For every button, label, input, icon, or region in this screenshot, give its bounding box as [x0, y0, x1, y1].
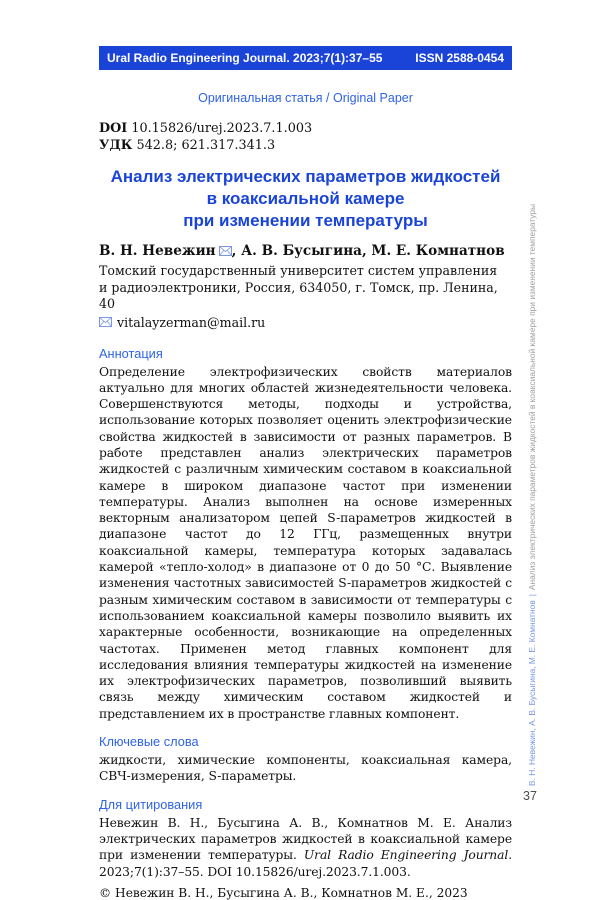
- sidebar-separator: |: [527, 594, 537, 597]
- keywords-text: жидкости, химические компоненты, коаксиальная камера, СВЧ-измерения, S-параметры.: [99, 753, 512, 784]
- email-row: [99, 315, 512, 330]
- article-column: [99, 46, 512, 900]
- article-type-label: Оригинальная статья / Original Paper: [198, 91, 413, 105]
- issn-label: ISSN 2588-0454: [415, 51, 504, 65]
- udk-label: УДК: [99, 138, 133, 153]
- keywords-heading: Ключевые слова: [99, 734, 199, 750]
- affiliation: Томский государственный университет систем управления и радиоэлектроники, Россия, 634050, г. Томск, пр. Ленина, 40: [99, 263, 498, 311]
- authors-rest: , А. В. Бусыгина, М. Е. Комнатнов: [231, 243, 505, 259]
- abstract-text: Определение электрофизических свойств материалов актуально для многих областей жизнедеятельности человека. Совершенствуются методы, подходы и устройства, использование которых позволяет оценить электрофизические свойства жидкостей в зависимости от разных параметров. В работе представлен анализ электрических параметров жидкостей с различным химическим составом в коаксиальной камере в широком диапазоне частот при изменении температуры. Анализ выполнен на основе измеренных векторным анализатором цепей S-параметров жидкостей в диапазоне частот до 12 ГГц, размещенных внутри коаксиальной камеры, температура которых задавалась камерой «тепло-холод» в диапазоне от 0 до 50 °С. Выявление изменения частотных зависимостей S-параметров жидкостей с разным химическим составом в зависимости от температуры с использованием коаксиальной камеры позволило выявить их характерные особенности, возникающие на определенных частотах. Применен метод главных компонент для исследования влияния температуры жидкостей на изменение их электрофизических параметров, позволивший выявить связь между химическим составом жидкостей и представлением их в пространстве главных компонент.: [99, 364, 512, 721]
- journal-reference: Ural Radio Engineering Journal. 2023;7(1):37–55: [107, 51, 383, 65]
- authors-line: [99, 243, 512, 260]
- envelope-icon[interactable]: [99, 315, 112, 330]
- udk-line: [99, 137, 512, 154]
- citation-text: [99, 815, 512, 880]
- udk-value: 542.8; 621.317.341.3: [136, 138, 276, 153]
- citation-heading: Для цитирования: [99, 796, 203, 812]
- article-identifiers: [99, 120, 512, 154]
- sidebar-title: Анализ электрических параметров жидкостей в коаксиальной камере при изменении температуры: [527, 203, 537, 591]
- author-corresponding: В. Н. Невежин: [99, 243, 216, 259]
- abstract-heading: Аннотация: [99, 345, 163, 361]
- page-title: Анализ электрических параметров жидкостей в коаксиальной камере при изменении температуры: [110, 167, 501, 230]
- email-link[interactable]: vitalayzerman@mail.ru: [117, 314, 266, 330]
- doi-value: 10.15826/urej.2023.7.1.003: [131, 121, 313, 136]
- sidebar-vertical-strip: [527, 204, 537, 786]
- copyright-line: © Невежин В. Н., Бусыгина А. В., Комнатнов М. Е., 2023: [99, 885, 468, 900]
- sidebar-authors: В. Н. Невежин, А. В. Бусыгина, М. Е. Комнатнов: [527, 600, 537, 786]
- doi-label: DOI: [99, 121, 128, 136]
- page-number: 37: [523, 789, 537, 803]
- citation-post: . 2023;7(1):37–55. DOI 10.15826/urej.2023.7.1.003.: [99, 848, 512, 879]
- doi-line: [99, 120, 512, 137]
- citation-pre: Невежин В. Н., Бусыгина А. В., Комнатнов М. Е. Анализ электрических параметров жидкостей в коаксиальной камере при изменении температуры.: [99, 815, 512, 863]
- envelope-icon[interactable]: [219, 244, 232, 260]
- citation-journal-name: Ural Radio Engineering Journal: [303, 848, 509, 863]
- journal-header-bar: [99, 46, 512, 70]
